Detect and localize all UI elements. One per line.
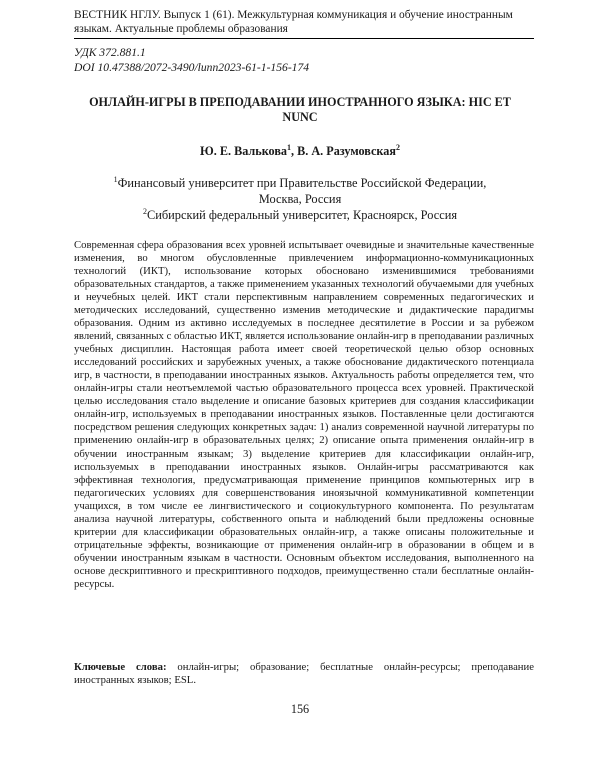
udk-code: УДК 372.881.1	[74, 46, 146, 59]
affiliation-marker: 2	[142, 206, 147, 216]
article-title: ОНЛАЙН-ИГРЫ В ПРЕПОДАВАНИИ ИНОСТРАННОГО ЯЗЫКА: HIC ET NUNC	[89, 95, 511, 124]
affiliation-text: Финансовый университет при Правительстве Российской Федерации,	[117, 176, 487, 190]
author-affiliation-marker: 1	[287, 142, 292, 152]
affiliation-city: Москва, Россия	[258, 192, 342, 206]
keywords-label: Ключевые слова:	[74, 661, 167, 673]
affiliation-text: Сибирский федеральный университет, Красноярск, Россия	[146, 208, 458, 222]
page-number: 156	[290, 702, 310, 716]
article-meta	[74, 46, 309, 75]
author-list	[74, 144, 526, 159]
abstract: Современная сфера образования всех уровней испытывает очевидные и значительные качественные изменения, во многом обусловленные привлечением информационно-коммуникационных технологий (ИКТ), использование которых обосновано изменившимися требованиями образовательных стандартов, а также применением указанных технологий обучаемыми для учебных и неучебных целей. ИКТ стали перспективным направлением современных педагогических и методических исследований, существенно изменив методические и дидактические парадигмы образования. Одним из активно исследуемых в последнее десятилетие в России и за рубежом явлений, связанных с областью ИКТ, является использование онлайн-игр в преподавании различных учебных дисциплин. Настоящая работа имеет своей теоретической целью обзор основных исследований российских и зарубежных ученых, а также обоснование дидактического потенциала игр, в частности, в преподавании иностранных языков. Актуальность работы определяется тем, что онлайн-игры стали неотъемлемой частью образовательного процесса всех уровней. Практической целью исследования стало выделение и описание базовых критериев для создания классификации онлайн-игр, используемых в преподавании иностранных языков. Поставленные цели достигаются посредством решения следующих конкретных задач: 1) анализ современной научной литературы по применению онлайн-игр в образовательных целях; 2) описание опыта применения онлайн-игр в обучении иностранным языкам; 3) выделение критериев для классификации онлайн-игр, используемых в преподавании иностранных языков. Онлайн-игры рассматриваются как эффективная технология, предусматривающая применение принципов компьютерных игр в педагогических условиях для совершенствования иноязычной коммуникативной компетенции учащихся, в том числе ее лингвистического и социокультурного компонента. По результатам анализа научной литературы, собственного опыта и наблюдений были предложены основные критерии для классификации образовательных онлайн-игр, а также описаны положительные и отрицательные эффекты, возникающие от применения онлайн-игр в образовании в общем и в обучении иностранным языкам в частности. Основным объектом исследования, выполненного на основе дескриптивного и прескриптивного подходов, преимущественно стали бесплатные онлайн-ресурсы.	[74, 239, 534, 590]
affiliations	[74, 175, 526, 223]
doi: DOI 10.47388/2072-3490/lunn2023-61-1-156-174	[74, 60, 310, 74]
author-name: В. А. Разумовская	[297, 144, 396, 158]
affiliation	[74, 175, 526, 191]
affiliation-marker: 1	[113, 174, 118, 184]
author-name: Ю. Е. Валькова	[200, 144, 288, 158]
affiliation	[74, 207, 526, 223]
keywords	[74, 661, 534, 687]
running-header: ВЕСТНИК НГЛУ. Выпуск 1 (61). Межкультурная коммуникация и обучение иностранным языкам. Актуальные проблемы образования	[74, 8, 534, 39]
author-separator: ,	[291, 144, 295, 158]
author-affiliation-marker: 2	[395, 142, 400, 152]
keywords-text: онлайн-игры; образование; бесплатные онлайн-ресурсы; преподавание иностранных языков; ESL.	[74, 661, 534, 687]
